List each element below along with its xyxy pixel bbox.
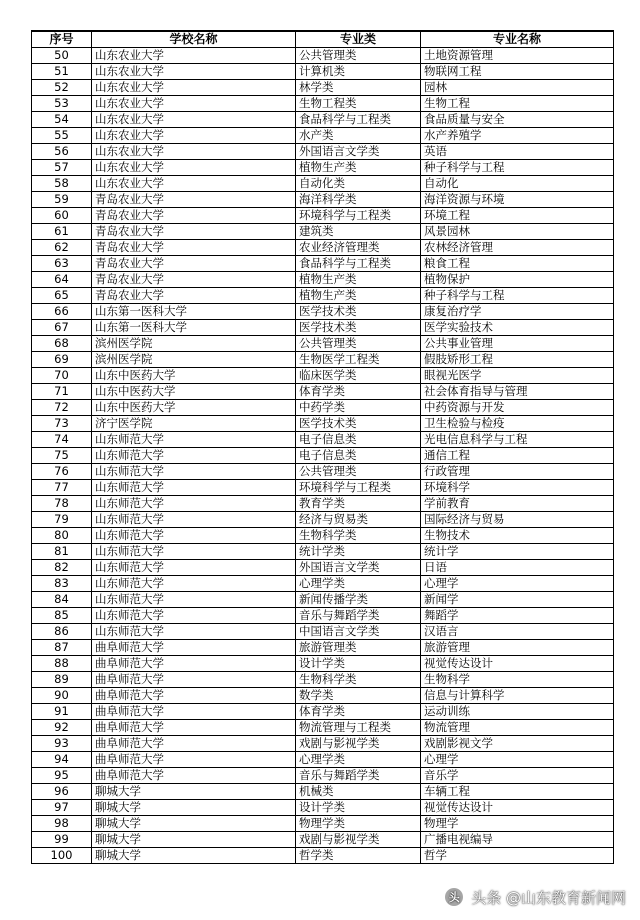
table-row xyxy=(32,416,614,432)
cell-major: 中药资源与开发 xyxy=(421,400,614,416)
cell-school: 曲阜师范大学 xyxy=(92,688,296,704)
cell-school: 聊城大学 xyxy=(92,832,296,848)
cell-school: 山东农业大学 xyxy=(92,144,296,160)
cell-category: 戏剧与影视学类 xyxy=(296,832,421,848)
table-row xyxy=(32,288,614,304)
table-row xyxy=(32,240,614,256)
table-row xyxy=(32,464,614,480)
cell-serial: 65 xyxy=(32,288,92,304)
cell-school: 山东农业大学 xyxy=(92,64,296,80)
cell-category: 生物科学类 xyxy=(296,672,421,688)
cell-serial: 69 xyxy=(32,352,92,368)
cell-school: 山东师范大学 xyxy=(92,544,296,560)
table-row xyxy=(32,336,614,352)
cell-major: 广播电视编导 xyxy=(421,832,614,848)
cell-serial: 67 xyxy=(32,320,92,336)
cell-major: 园林 xyxy=(421,80,614,96)
cell-serial: 91 xyxy=(32,704,92,720)
cell-major: 医学实验技术 xyxy=(421,320,614,336)
cell-serial: 51 xyxy=(32,64,92,80)
cell-category: 戏剧与影视学类 xyxy=(296,736,421,752)
cell-major: 粮食工程 xyxy=(421,256,614,272)
cell-category: 食品科学与工程类 xyxy=(296,112,421,128)
cell-school: 山东师范大学 xyxy=(92,528,296,544)
cell-category: 农业经济管理类 xyxy=(296,240,421,256)
majors-table xyxy=(31,30,614,864)
cell-major: 信息与计算科学 xyxy=(421,688,614,704)
cell-category: 环境科学与工程类 xyxy=(296,480,421,496)
cell-serial: 88 xyxy=(32,656,92,672)
cell-school: 山东师范大学 xyxy=(92,480,296,496)
cell-serial: 71 xyxy=(32,384,92,400)
cell-category: 植物生产类 xyxy=(296,288,421,304)
cell-serial: 80 xyxy=(32,528,92,544)
table-row xyxy=(32,400,614,416)
cell-category: 旅游管理类 xyxy=(296,640,421,656)
cell-category: 经济与贸易类 xyxy=(296,512,421,528)
cell-school: 曲阜师范大学 xyxy=(92,768,296,784)
cell-serial: 76 xyxy=(32,464,92,480)
cell-serial: 96 xyxy=(32,784,92,800)
cell-school: 曲阜师范大学 xyxy=(92,640,296,656)
cell-category: 植物生产类 xyxy=(296,272,421,288)
cell-category: 生物科学类 xyxy=(296,528,421,544)
table-row xyxy=(32,176,614,192)
cell-serial: 53 xyxy=(32,96,92,112)
table-row xyxy=(32,128,614,144)
cell-serial: 82 xyxy=(32,560,92,576)
cell-category: 植物生产类 xyxy=(296,160,421,176)
table-row xyxy=(32,160,614,176)
table-body xyxy=(32,48,614,864)
cell-category: 外国语言文学类 xyxy=(296,560,421,576)
cell-serial: 83 xyxy=(32,576,92,592)
cell-category: 医学技术类 xyxy=(296,320,421,336)
table-row xyxy=(32,224,614,240)
cell-major: 水产养殖学 xyxy=(421,128,614,144)
table-row xyxy=(32,96,614,112)
table-row xyxy=(32,720,614,736)
cell-school: 济宁医学院 xyxy=(92,416,296,432)
cell-school: 曲阜师范大学 xyxy=(92,656,296,672)
cell-category: 心理学类 xyxy=(296,752,421,768)
cell-major: 社会体育指导与管理 xyxy=(421,384,614,400)
cell-major: 环境工程 xyxy=(421,208,614,224)
table-row xyxy=(32,64,614,80)
cell-school: 聊城大学 xyxy=(92,848,296,864)
cell-major: 假肢矫形工程 xyxy=(421,352,614,368)
cell-category: 中国语言文学类 xyxy=(296,624,421,640)
table-row xyxy=(32,704,614,720)
cell-school: 聊城大学 xyxy=(92,816,296,832)
header-serial: 序号 xyxy=(32,31,92,48)
cell-school: 山东师范大学 xyxy=(92,608,296,624)
cell-school: 曲阜师范大学 xyxy=(92,736,296,752)
cell-category: 体育学类 xyxy=(296,704,421,720)
cell-category: 公共管理类 xyxy=(296,336,421,352)
table-row xyxy=(32,624,614,640)
cell-major: 哲学 xyxy=(421,848,614,864)
table-row xyxy=(32,576,614,592)
cell-school: 青岛农业大学 xyxy=(92,272,296,288)
cell-serial: 56 xyxy=(32,144,92,160)
cell-school: 山东师范大学 xyxy=(92,624,296,640)
cell-school: 山东师范大学 xyxy=(92,448,296,464)
cell-category: 物流管理与工程类 xyxy=(296,720,421,736)
cell-category: 外国语言文学类 xyxy=(296,144,421,160)
cell-major: 食品质量与安全 xyxy=(421,112,614,128)
cell-serial: 59 xyxy=(32,192,92,208)
header-row xyxy=(32,31,614,48)
cell-category: 食品科学与工程类 xyxy=(296,256,421,272)
cell-major: 学前教育 xyxy=(421,496,614,512)
cell-serial: 99 xyxy=(32,832,92,848)
cell-serial: 57 xyxy=(32,160,92,176)
table-row xyxy=(32,528,614,544)
cell-school: 山东农业大学 xyxy=(92,160,296,176)
cell-major: 生物科学 xyxy=(421,672,614,688)
cell-school: 青岛农业大学 xyxy=(92,240,296,256)
cell-major: 卫生检验与检疫 xyxy=(421,416,614,432)
cell-category: 心理学类 xyxy=(296,576,421,592)
cell-major: 国际经济与贸易 xyxy=(421,512,614,528)
cell-major: 行政管理 xyxy=(421,464,614,480)
cell-category: 医学技术类 xyxy=(296,304,421,320)
cell-category: 海洋科学类 xyxy=(296,192,421,208)
cell-category: 物理学类 xyxy=(296,816,421,832)
cell-major: 新闻学 xyxy=(421,592,614,608)
header-school: 学校名称 xyxy=(92,31,296,48)
cell-serial: 95 xyxy=(32,768,92,784)
cell-school: 山东师范大学 xyxy=(92,464,296,480)
cell-major: 公共事业管理 xyxy=(421,336,614,352)
cell-serial: 77 xyxy=(32,480,92,496)
cell-major: 视觉传达设计 xyxy=(421,656,614,672)
cell-serial: 81 xyxy=(32,544,92,560)
cell-major: 农林经济管理 xyxy=(421,240,614,256)
cell-category: 电子信息类 xyxy=(296,448,421,464)
cell-major: 心理学 xyxy=(421,752,614,768)
cell-school: 曲阜师范大学 xyxy=(92,752,296,768)
cell-serial: 87 xyxy=(32,640,92,656)
table-row xyxy=(32,560,614,576)
table-row xyxy=(32,656,614,672)
table-row xyxy=(32,368,614,384)
cell-serial: 100 xyxy=(32,848,92,864)
cell-major: 光电信息科学与工程 xyxy=(421,432,614,448)
cell-major: 康复治疗学 xyxy=(421,304,614,320)
table-row xyxy=(32,768,614,784)
table-row xyxy=(32,496,614,512)
cell-school: 曲阜师范大学 xyxy=(92,704,296,720)
table-row xyxy=(32,480,614,496)
cell-school: 山东农业大学 xyxy=(92,80,296,96)
cell-school: 山东农业大学 xyxy=(92,176,296,192)
table-row xyxy=(32,832,614,848)
cell-major: 土地资源管理 xyxy=(421,48,614,64)
cell-major: 车辆工程 xyxy=(421,784,614,800)
watermark-text: 头条 @山东教育新闻网 xyxy=(471,888,626,907)
cell-school: 山东农业大学 xyxy=(92,96,296,112)
cell-major: 风景园林 xyxy=(421,224,614,240)
cell-school: 山东中医药大学 xyxy=(92,368,296,384)
table-row xyxy=(32,848,614,864)
cell-school: 青岛农业大学 xyxy=(92,224,296,240)
cell-serial: 70 xyxy=(32,368,92,384)
cell-category: 设计学类 xyxy=(296,800,421,816)
table-row xyxy=(32,688,614,704)
cell-major: 自动化 xyxy=(421,176,614,192)
cell-school: 山东师范大学 xyxy=(92,576,296,592)
table-row xyxy=(32,48,614,64)
cell-major: 植物保护 xyxy=(421,272,614,288)
table-row xyxy=(32,304,614,320)
cell-category: 公共管理类 xyxy=(296,48,421,64)
cell-category: 电子信息类 xyxy=(296,432,421,448)
cell-serial: 97 xyxy=(32,800,92,816)
cell-category: 音乐与舞蹈学类 xyxy=(296,608,421,624)
cell-category: 水产类 xyxy=(296,128,421,144)
cell-serial: 98 xyxy=(32,816,92,832)
cell-category: 林学类 xyxy=(296,80,421,96)
cell-category: 设计学类 xyxy=(296,656,421,672)
header-category: 专业类 xyxy=(296,31,421,48)
header-major: 专业名称 xyxy=(421,31,614,48)
cell-school: 曲阜师范大学 xyxy=(92,672,296,688)
cell-category: 数学类 xyxy=(296,688,421,704)
cell-school: 青岛农业大学 xyxy=(92,288,296,304)
table-row xyxy=(32,112,614,128)
cell-category: 公共管理类 xyxy=(296,464,421,480)
cell-school: 山东中医药大学 xyxy=(92,384,296,400)
cell-school: 山东农业大学 xyxy=(92,48,296,64)
cell-category: 临床医学类 xyxy=(296,368,421,384)
cell-major: 通信工程 xyxy=(421,448,614,464)
cell-school: 滨州医学院 xyxy=(92,352,296,368)
cell-serial: 52 xyxy=(32,80,92,96)
cell-serial: 75 xyxy=(32,448,92,464)
cell-category: 生物工程类 xyxy=(296,96,421,112)
cell-major: 英语 xyxy=(421,144,614,160)
cell-serial: 68 xyxy=(32,336,92,352)
cell-major: 日语 xyxy=(421,560,614,576)
cell-school: 青岛农业大学 xyxy=(92,192,296,208)
cell-serial: 72 xyxy=(32,400,92,416)
cell-school: 山东第一医科大学 xyxy=(92,320,296,336)
cell-category: 计算机类 xyxy=(296,64,421,80)
table-row xyxy=(32,816,614,832)
table-row xyxy=(32,608,614,624)
cell-school: 山东农业大学 xyxy=(92,112,296,128)
cell-major: 心理学 xyxy=(421,576,614,592)
cell-serial: 60 xyxy=(32,208,92,224)
cell-major: 视觉传达设计 xyxy=(421,800,614,816)
cell-school: 青岛农业大学 xyxy=(92,208,296,224)
cell-category: 教育学类 xyxy=(296,496,421,512)
cell-serial: 78 xyxy=(32,496,92,512)
cell-major: 汉语言 xyxy=(421,624,614,640)
cell-category: 自动化类 xyxy=(296,176,421,192)
cell-major: 物联网工程 xyxy=(421,64,614,80)
cell-serial: 58 xyxy=(32,176,92,192)
cell-school: 山东师范大学 xyxy=(92,512,296,528)
cell-serial: 50 xyxy=(32,48,92,64)
table-row xyxy=(32,544,614,560)
cell-serial: 64 xyxy=(32,272,92,288)
cell-school: 聊城大学 xyxy=(92,800,296,816)
cell-serial: 79 xyxy=(32,512,92,528)
cell-serial: 93 xyxy=(32,736,92,752)
cell-major: 旅游管理 xyxy=(421,640,614,656)
cell-serial: 74 xyxy=(32,432,92,448)
cell-serial: 86 xyxy=(32,624,92,640)
cell-serial: 92 xyxy=(32,720,92,736)
table-row xyxy=(32,512,614,528)
table-row xyxy=(32,208,614,224)
cell-serial: 90 xyxy=(32,688,92,704)
table-row xyxy=(32,736,614,752)
cell-major: 种子科学与工程 xyxy=(421,288,614,304)
table-row xyxy=(32,672,614,688)
cell-school: 山东农业大学 xyxy=(92,128,296,144)
table-row xyxy=(32,640,614,656)
table-row xyxy=(32,592,614,608)
table-row xyxy=(32,352,614,368)
cell-category: 哲学类 xyxy=(296,848,421,864)
cell-major: 音乐学 xyxy=(421,768,614,784)
cell-serial: 84 xyxy=(32,592,92,608)
watermark xyxy=(443,882,626,912)
cell-serial: 85 xyxy=(32,608,92,624)
table-row xyxy=(32,256,614,272)
cell-major: 运动训练 xyxy=(421,704,614,720)
table-row xyxy=(32,752,614,768)
cell-category: 新闻传播学类 xyxy=(296,592,421,608)
cell-school: 山东中医药大学 xyxy=(92,400,296,416)
cell-category: 环境科学与工程类 xyxy=(296,208,421,224)
cell-category: 生物医学工程类 xyxy=(296,352,421,368)
cell-school: 山东师范大学 xyxy=(92,560,296,576)
cell-school: 山东师范大学 xyxy=(92,432,296,448)
cell-major: 统计学 xyxy=(421,544,614,560)
cell-school: 山东师范大学 xyxy=(92,496,296,512)
cell-category: 音乐与舞蹈学类 xyxy=(296,768,421,784)
cell-school: 曲阜师范大学 xyxy=(92,720,296,736)
cell-school: 青岛农业大学 xyxy=(92,256,296,272)
cell-major: 戏剧影视文学 xyxy=(421,736,614,752)
cell-category: 中药学类 xyxy=(296,400,421,416)
table-row xyxy=(32,80,614,96)
cell-category: 统计学类 xyxy=(296,544,421,560)
table-row xyxy=(32,192,614,208)
cell-serial: 61 xyxy=(32,224,92,240)
table-row xyxy=(32,272,614,288)
cell-major: 物流管理 xyxy=(421,720,614,736)
table-row xyxy=(32,432,614,448)
cell-major: 环境科学 xyxy=(421,480,614,496)
cell-serial: 63 xyxy=(32,256,92,272)
cell-school: 滨州医学院 xyxy=(92,336,296,352)
cell-school: 山东师范大学 xyxy=(92,592,296,608)
toutiao-logo-icon: 头 xyxy=(443,886,465,908)
cell-major: 种子科学与工程 xyxy=(421,160,614,176)
cell-major: 海洋资源与环境 xyxy=(421,192,614,208)
table-row xyxy=(32,800,614,816)
cell-major: 舞蹈学 xyxy=(421,608,614,624)
cell-serial: 62 xyxy=(32,240,92,256)
cell-school: 山东第一医科大学 xyxy=(92,304,296,320)
cell-serial: 73 xyxy=(32,416,92,432)
cell-serial: 94 xyxy=(32,752,92,768)
cell-major: 生物技术 xyxy=(421,528,614,544)
cell-category: 体育学类 xyxy=(296,384,421,400)
cell-major: 眼视光医学 xyxy=(421,368,614,384)
cell-major: 生物工程 xyxy=(421,96,614,112)
cell-category: 建筑类 xyxy=(296,224,421,240)
cell-major: 物理学 xyxy=(421,816,614,832)
cell-category: 医学技术类 xyxy=(296,416,421,432)
cell-serial: 55 xyxy=(32,128,92,144)
table-row xyxy=(32,320,614,336)
cell-school: 聊城大学 xyxy=(92,784,296,800)
cell-serial: 54 xyxy=(32,112,92,128)
cell-serial: 89 xyxy=(32,672,92,688)
table-header xyxy=(32,31,614,48)
table-row xyxy=(32,384,614,400)
cell-serial: 66 xyxy=(32,304,92,320)
table-row xyxy=(32,144,614,160)
cell-category: 机械类 xyxy=(296,784,421,800)
table-row xyxy=(32,784,614,800)
table-row xyxy=(32,448,614,464)
